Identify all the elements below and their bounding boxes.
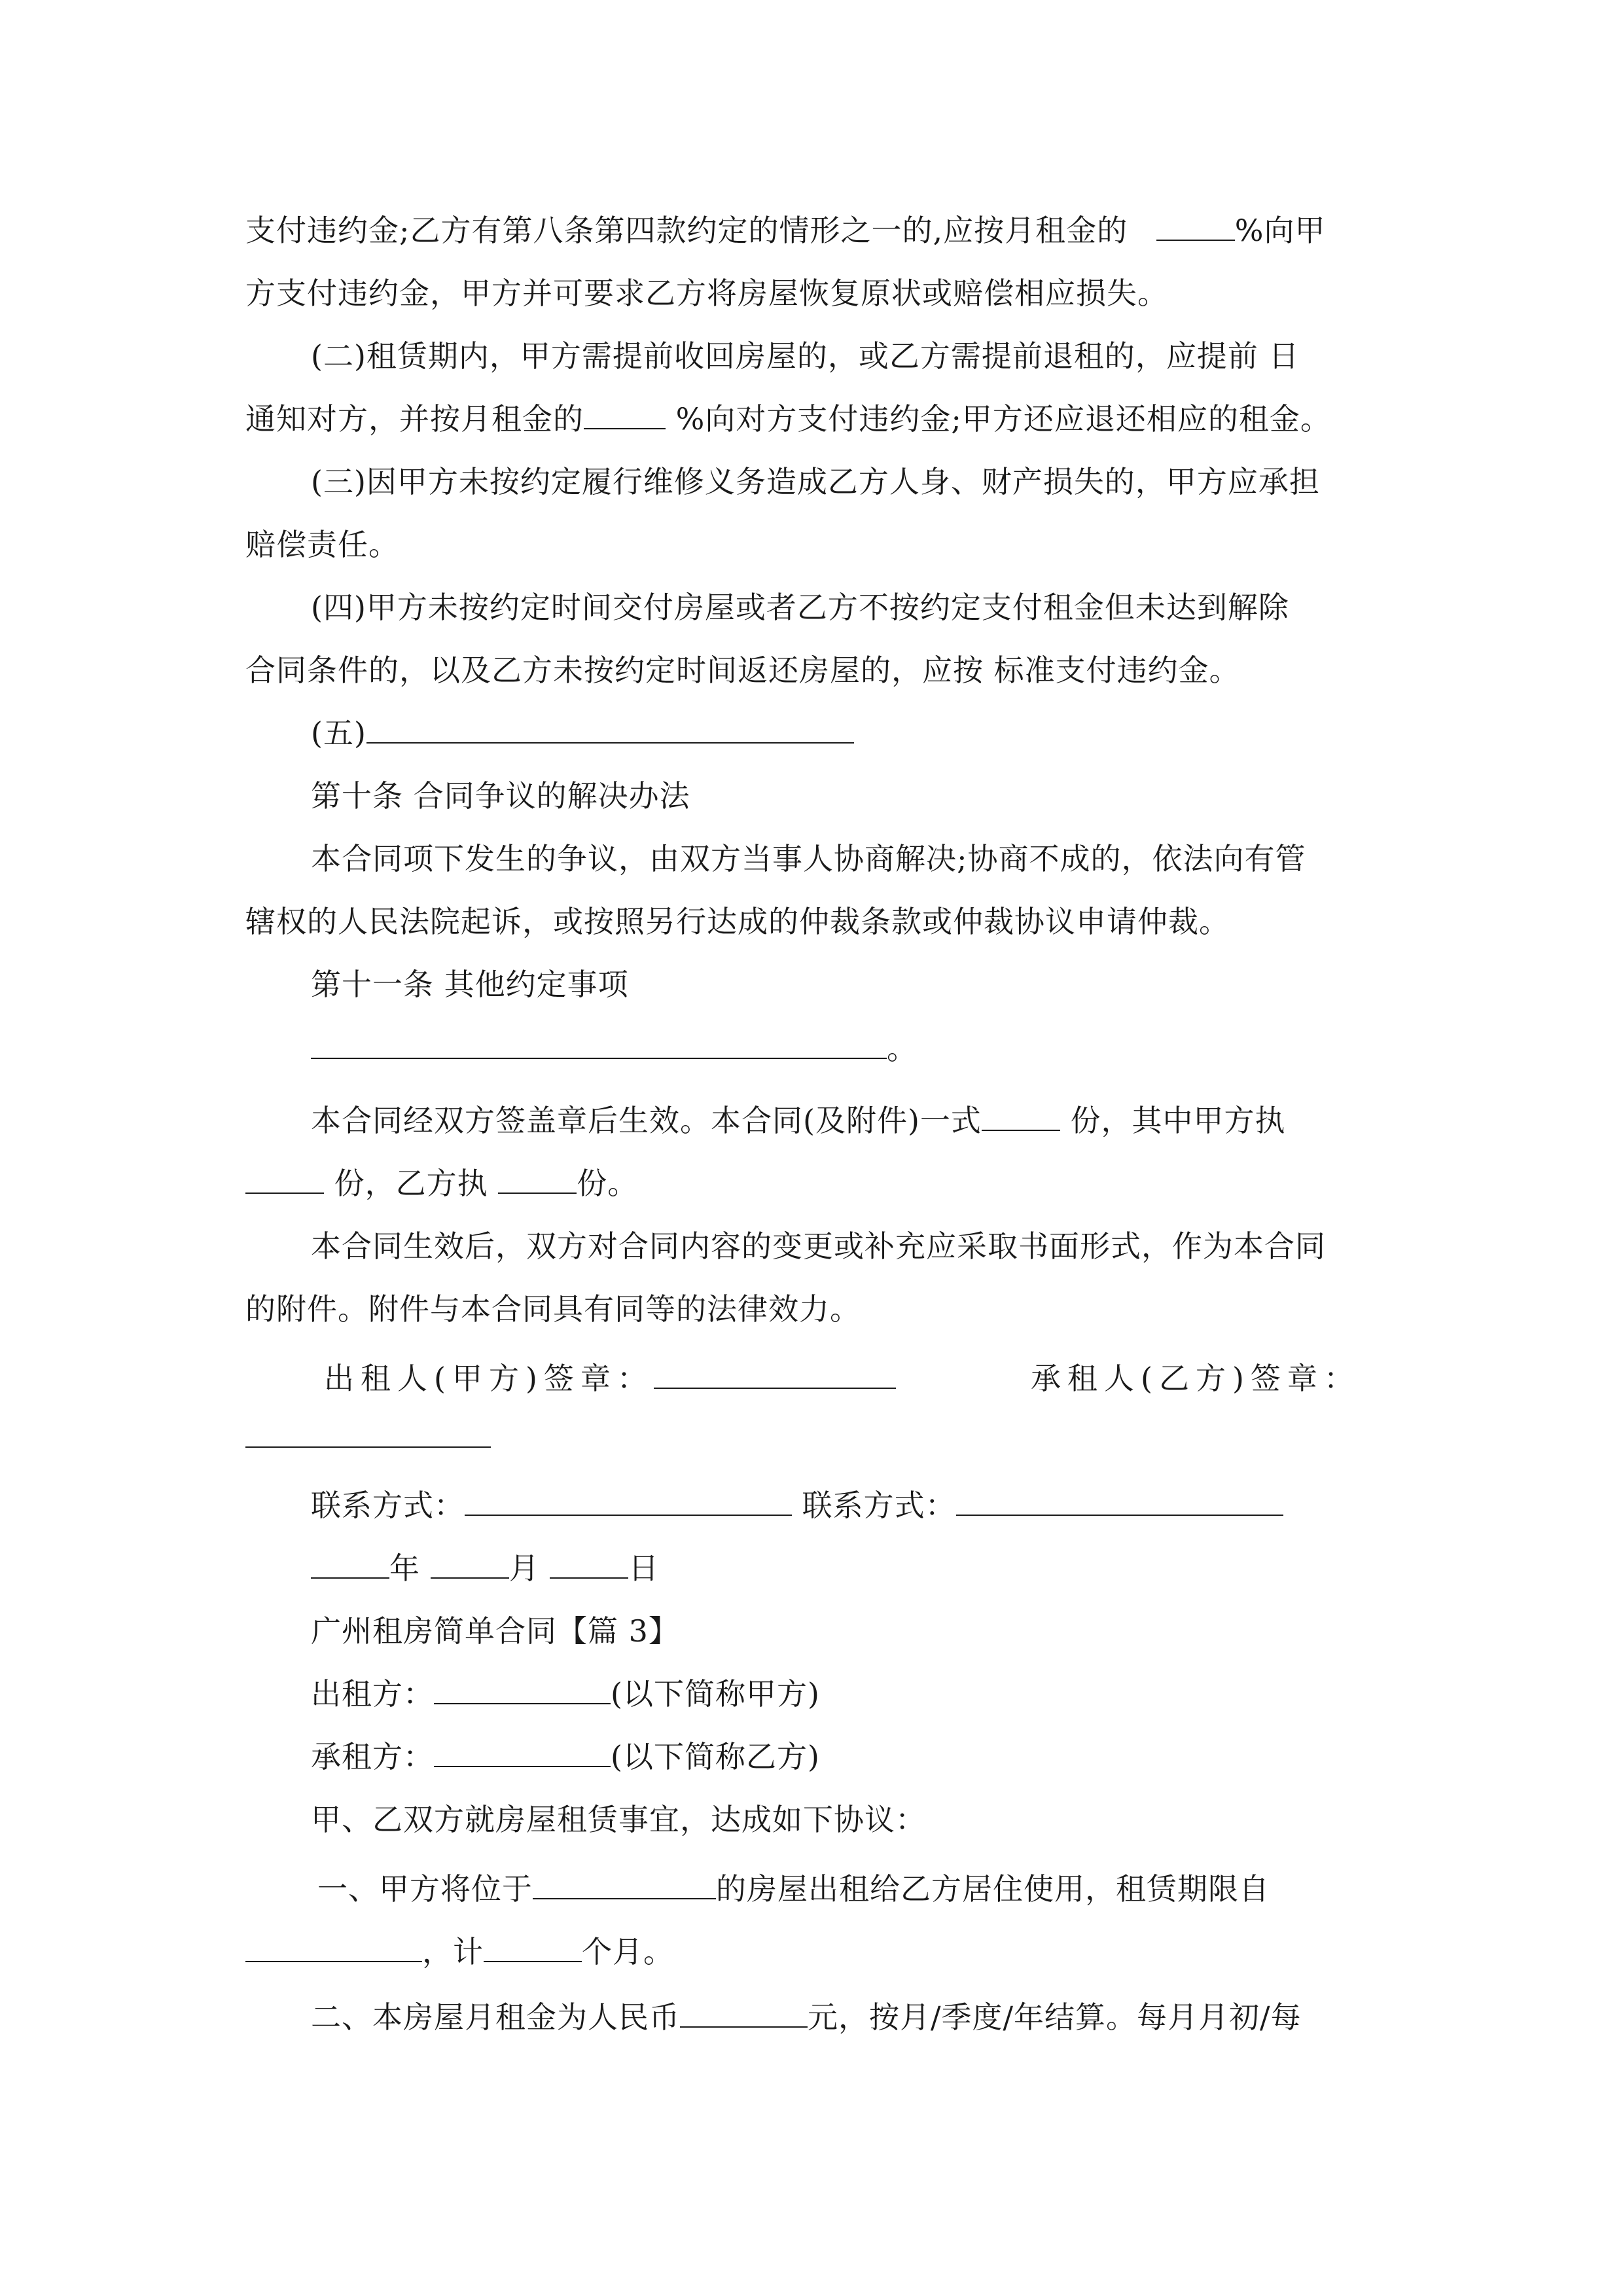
fill-blank [533, 1869, 716, 1899]
text-segment: 个月。 [582, 1934, 674, 1969]
text-segment: 份，乙方执 [334, 1166, 488, 1201]
text-segment: (五) [311, 715, 366, 751]
text-segment: 年 [389, 1551, 420, 1586]
text-line: 赔偿责任。 [245, 527, 399, 562]
text-line: (三)因甲方未按约定履行维修义务造成乙方人身、财产损失的，甲方应承担 [311, 464, 1320, 499]
section-heading: 第十条 合同争议的解决办法 [311, 778, 690, 814]
fill-blank [498, 1164, 577, 1194]
fill-blank [366, 713, 854, 744]
text-line [245, 399, 1331, 439]
text-line: 方支付违约金，甲方并可要求乙方将房屋恢复原状或赔偿相应损失。 [245, 276, 1168, 311]
text-line: 本合同项下发生的争议，由双方当事人协商解决;协商不成的，依法向有管 [311, 841, 1306, 876]
text-line [245, 211, 1325, 250]
text-line: 的附件。附件与本合同具有同等的法律效力。 [245, 1291, 861, 1327]
text-line [311, 1737, 820, 1776]
fill-blank [434, 1737, 611, 1767]
contact-label: 联系方式： [802, 1488, 956, 1523]
text-segment: %向甲 [1234, 213, 1326, 248]
signature-blank [654, 1359, 896, 1389]
text-segment: %向对方支付违约金;甲方还应退还相应的租金。 [675, 401, 1331, 437]
document-title: 广州租房简单合同【篇 3】 [311, 1613, 679, 1649]
fill-blank [680, 1998, 808, 2028]
fill-blank [956, 1486, 1283, 1516]
fill-blank [465, 1486, 792, 1516]
signature-blank [245, 1418, 491, 1448]
text-segment: 二、本房屋月租金为人民币 [311, 2000, 680, 2035]
text-segment: (以下简称甲方) [611, 1676, 820, 1712]
lessee-signature-label: 承租人(乙方)签章： [1031, 1361, 1361, 1396]
text-segment: (以下简称乙方) [611, 1739, 820, 1774]
fill-blank [245, 1164, 324, 1194]
text-line [245, 1418, 491, 1457]
text-segment: 通知对方，并按月租金的 [245, 401, 584, 437]
fill-blank [245, 1932, 422, 1962]
text-line [311, 713, 854, 753]
text-segment: 月 [508, 1551, 540, 1586]
text-line: 甲、乙双方就房屋租赁事宜，达成如下协议： [311, 1802, 926, 1837]
lessor-signature-label: 出租人(甲方)签章： [324, 1361, 654, 1396]
text-line: 辖权的人民法院起诉，或按照另行达成的仲裁条款或仲裁协议申请仲裁。 [245, 904, 1230, 939]
text-line [245, 1932, 674, 1971]
fill-blank [311, 1549, 389, 1579]
text-line: (二)租赁期内，甲方需提前收回房屋的，或乙方需提前退租的，应提前 日 [311, 338, 1300, 374]
text-segment: 份，其中甲方执 [1070, 1103, 1286, 1138]
text-segment: 的房屋出租给乙方居住使用，租赁期限自 [716, 1871, 1270, 1907]
fill-blank [431, 1549, 509, 1579]
text-line: 合同条件的，以及乙方未按约定时间返还房屋的，应按 标准支付违约金。 [245, 653, 1240, 688]
fill-blank [434, 1674, 611, 1704]
text-segment: 。 [887, 1031, 918, 1066]
text-line [311, 1674, 820, 1713]
contact-label: 联系方式： [311, 1488, 465, 1523]
text-segment: 出租方： [311, 1676, 434, 1712]
text-segment: 本合同经双方签盖章后生效。本合同(及附件)一式 [311, 1103, 982, 1138]
fill-blank [550, 1549, 628, 1579]
text-line [311, 1101, 1286, 1140]
fill-blank [982, 1101, 1060, 1131]
text-segment: ，计 [422, 1934, 484, 1969]
signature-line [324, 1359, 896, 1398]
text-segment: 承租方： [311, 1739, 434, 1774]
text-segment: 元，按月/季度/年结算。每月月初/每 [808, 2000, 1302, 2035]
fill-blank [311, 1029, 887, 1059]
text-line [317, 1869, 1270, 1909]
text-line: (四)甲方未按约定时间交付房屋或者乙方不按约定支付租金但未达到解除 [311, 590, 1289, 625]
fill-blank [484, 1932, 582, 1962]
text-segment: 支付违约金;乙方有第八条第四款约定的情形之一的,应按月租金的 [245, 213, 1128, 248]
date-line [311, 1549, 659, 1588]
signature-line [1031, 1359, 1361, 1398]
text-line [245, 1164, 638, 1203]
text-segment: 日 [628, 1551, 660, 1586]
fill-blank [1156, 211, 1235, 241]
text-line: 本合同生效后，双方对合同内容的变更或补充应采取书面形式，作为本合同 [311, 1229, 1326, 1264]
text-segment: 份。 [577, 1166, 639, 1201]
fill-blank [584, 399, 666, 429]
text-line [311, 1029, 918, 1068]
text-segment: 一、甲方将位于 [317, 1871, 533, 1907]
text-line [311, 1998, 1302, 2037]
contact-line [311, 1486, 1283, 1525]
section-heading: 第十一条 其他约定事项 [311, 967, 629, 1002]
